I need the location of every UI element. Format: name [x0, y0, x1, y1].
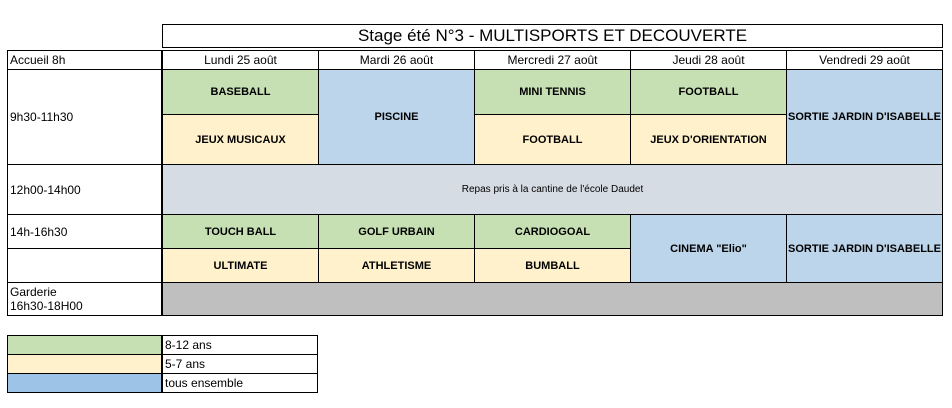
- activity-cell: SORTIE JARDIN D'ISABELLE: [786, 214, 943, 283]
- activity-cell: PISCINE: [318, 69, 475, 165]
- garderie-cell: [162, 282, 943, 316]
- activity-cell: MINI TENNIS: [474, 69, 631, 115]
- activity-cell: ULTIMATE: [162, 248, 319, 283]
- legend-label: tous ensemble: [162, 373, 318, 393]
- row-label-afternoon: 14h-16h30: [7, 214, 162, 249]
- row-label-garderie: [7, 282, 162, 316]
- legend-swatch-yellow: [7, 354, 162, 374]
- garderie-hours: 16h30-18H00: [10, 299, 83, 313]
- activity-cell: BASEBALL: [162, 69, 319, 115]
- activity-cell: JEUX D'ORIENTATION: [630, 114, 787, 165]
- activity-cell: GOLF URBAIN: [318, 214, 475, 249]
- row-label-lunch: 12h00-14h00: [7, 164, 162, 215]
- day-header-thursday: Jeudi 28 août: [630, 50, 787, 70]
- activity-cell: FOOTBALL: [630, 69, 787, 115]
- legend-swatch-green: [7, 335, 162, 355]
- activity-cell: JEUX MUSICAUX: [162, 114, 319, 165]
- lunch-cell: Repas pris à la cantine de l'école Daudet: [162, 164, 943, 215]
- row-label-empty: [7, 248, 162, 283]
- row-label-morning: 9h30-11h30: [7, 69, 162, 165]
- legend-swatch-blue: [7, 373, 162, 393]
- schedule-title: Stage été N°3 - MULTISPORTS ET DECOUVERTE: [162, 24, 943, 48]
- activity-cell: FOOTBALL: [474, 114, 631, 165]
- day-header-tuesday: Mardi 26 août: [318, 50, 475, 70]
- day-header-wednesday: Mercredi 27 août: [474, 50, 631, 70]
- activity-cell: CARDIOGOAL: [474, 214, 631, 249]
- activity-cell: CINEMA "Elio": [630, 214, 787, 283]
- activity-cell: TOUCH BALL: [162, 214, 319, 249]
- legend-label: 8-12 ans: [162, 335, 318, 355]
- accueil-label: Accueil 8h: [7, 50, 162, 70]
- garderie-label: Garderie: [10, 285, 57, 299]
- activity-cell: BUMBALL: [474, 248, 631, 283]
- activity-cell: SORTIE JARDIN D'ISABELLE: [786, 69, 943, 165]
- activity-cell: ATHLETISME: [318, 248, 475, 283]
- legend-label: 5-7 ans: [162, 354, 318, 374]
- day-header-monday: Lundi 25 août: [162, 50, 319, 70]
- day-header-friday: Vendredi 29 août: [786, 50, 943, 70]
